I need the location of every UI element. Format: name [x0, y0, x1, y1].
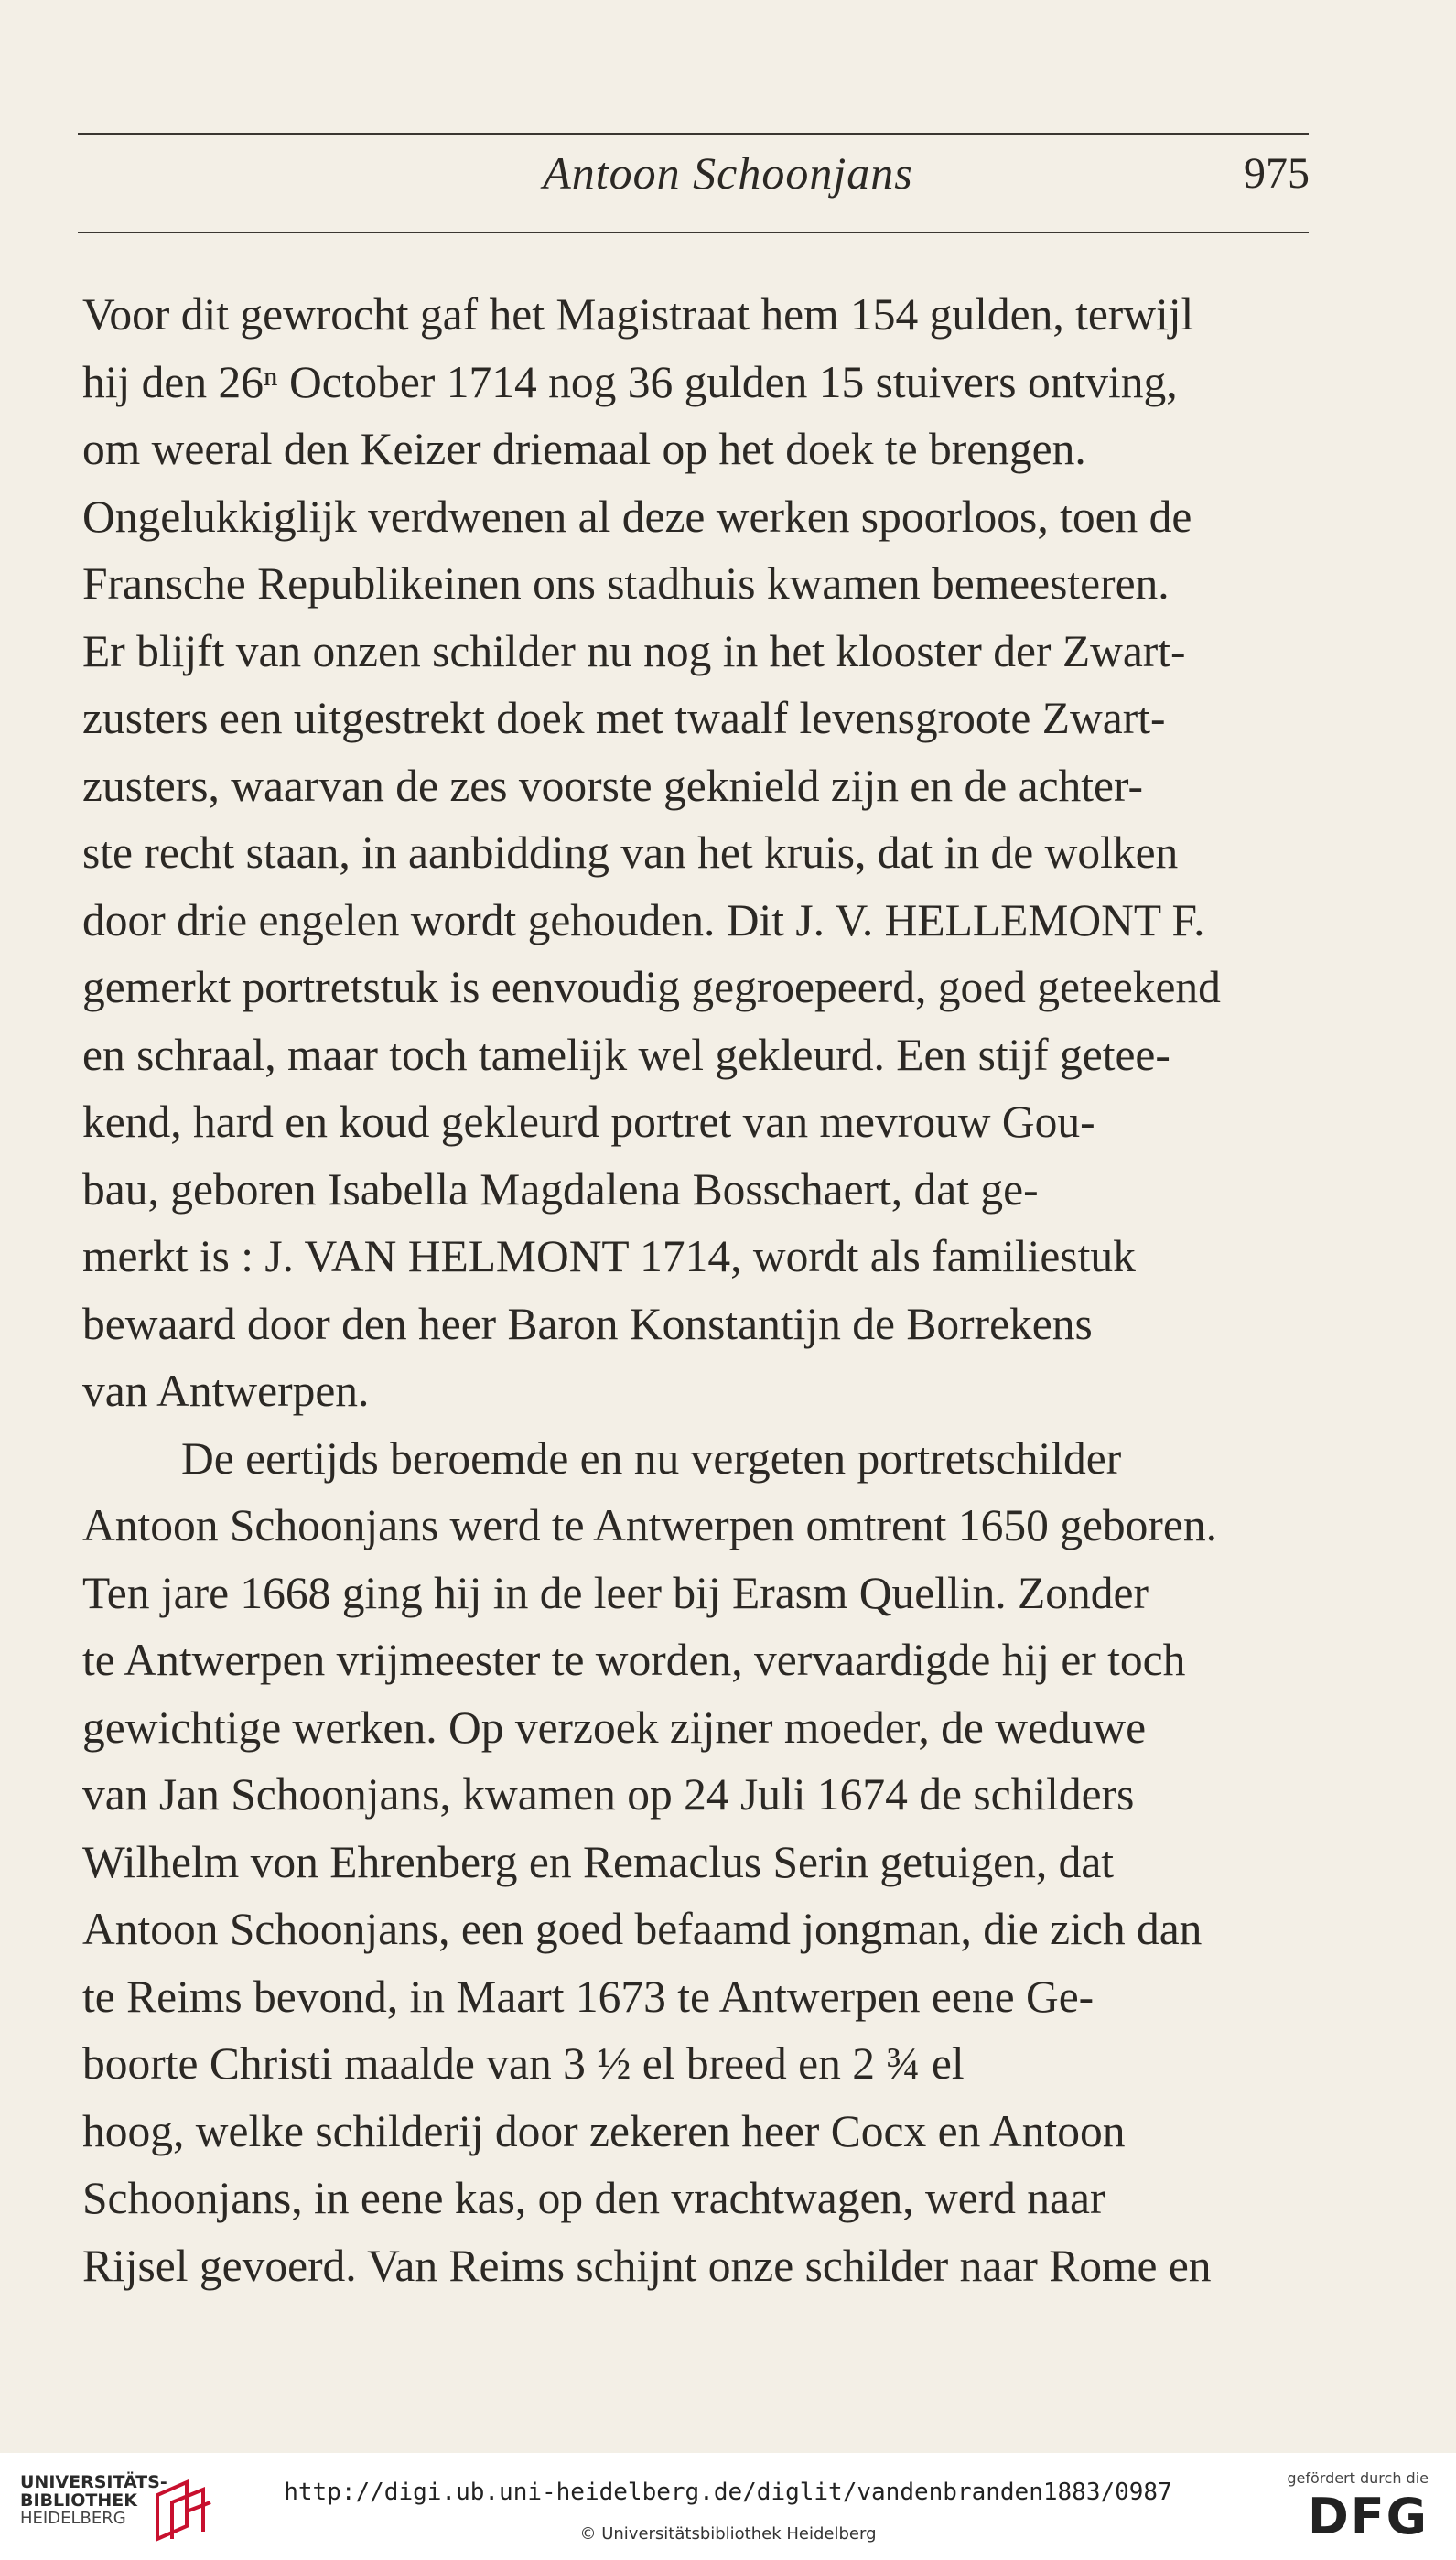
- text-line: van Jan Schoonjans, kwamen op 24 Juli 1674 de schilders: [82, 1769, 1135, 1820]
- text-line: Fransche Republikeinen ons stadhuis kwamen bemeesteren.: [82, 558, 1170, 609]
- text-line: en schraal, maar toch tamelijk wel gekleurd. Een stijf getee-: [82, 1029, 1170, 1080]
- text-line: bewaard door den heer Baron Konstantijn de Borrekens: [82, 1298, 1093, 1349]
- text-line: te Antwerpen vrijmeester te worden, vervaardigde hij er toch: [82, 1635, 1186, 1685]
- text-line: Ongelukkiglijk verdwenen al deze werken spoorloos, toen de: [82, 491, 1192, 542]
- dfg-logo[interactable]: DFG: [1307, 2488, 1429, 2545]
- library-name-line: HEIDELBERG: [20, 2509, 126, 2528]
- text-line: Wilhelm von Ehrenberg en Remaclus Serin getuigen, dat: [82, 1836, 1115, 1887]
- text-line: te Reims bevond, in Maart 1673 te Antwerpen eene Ge-: [82, 1971, 1095, 2022]
- library-name-line: BIBLIOTHEK: [20, 2490, 137, 2511]
- text-line: bau, geboren Isabella Magdalena Bosschaert, dat ge-: [82, 1163, 1039, 1215]
- text-line: om weeral den Keizer driemaal op het doek te brengen.: [82, 424, 1086, 474]
- text-line: ste recht staan, in aanbidding van het kruis, dat in de wolken: [82, 827, 1179, 878]
- text-line: Ten jare 1668 ging hij in de leer bij Erasm Quellin. Zonder: [82, 1567, 1149, 1618]
- text-line: boorte Christi maalde van 3 ½ el breed en 2 ¾ el: [82, 2038, 965, 2089]
- text-line: Antoon Schoonjans, een goed befaamd jongman, die zich dan: [82, 1904, 1203, 1954]
- paragraph-start-line: De eertijds beroemde en nu vergeten portretschilder: [181, 1432, 1122, 1484]
- text-line: gewichtige werken. Op verzoek zijner moeder, de weduwe: [82, 1701, 1147, 1753]
- text-line: Antoon Schoonjans werd te Antwerpen omtrent 1650 geboren.: [82, 1500, 1217, 1550]
- text-line: Voor dit gewrocht gaf het Magistraat hem 154 gulden, terwijl: [82, 289, 1194, 340]
- text-line: zusters, waarvan de zes voorste geknield zijn en de achter-: [82, 760, 1143, 811]
- text-line: merkt is : J. VAN HELMONT 1714, wordt als familiestuk: [82, 1231, 1136, 1281]
- text-line: zusters een uitgestrekt doek met twaalf levensgroote Zwart-: [82, 693, 1166, 743]
- text-line: door drie engelen wordt gehouden. Dit J. V. HELLEMONT F.: [82, 894, 1205, 945]
- header-rule-bottom: [78, 232, 1309, 233]
- footer-bar: [0, 2453, 1456, 2560]
- text-line: Rijsel gevoerd. Van Reims schijnt onze schilder naar Rome en: [82, 2240, 1212, 2291]
- text-line: Schoonjans, in eene kas, op den vrachtwagen, werd naar: [82, 2173, 1105, 2223]
- library-name-line: UNIVERSITÄTS-: [20, 2472, 167, 2492]
- page-number: 975: [1244, 149, 1310, 198]
- text-line: kend, hard en koud gekleurd portret van mevrouw Gou-: [82, 1096, 1095, 1147]
- permalink-url[interactable]: http://digi.ub.uni-heidelberg.de/diglit/vandenbranden1883/0987: [284, 2479, 1172, 2506]
- text-line: Er blijft van onzen schilder nu nog in het klooster der Zwart-: [82, 625, 1186, 676]
- copyright-notice: © Universitätsbibliothek Heidelberg: [579, 2524, 877, 2544]
- text-line: gemerkt portretstuk is eenvoudig gegroepeerd, goed geteekend: [82, 962, 1221, 1012]
- funder-caption: gefördert durch die: [1287, 2469, 1429, 2487]
- text-line: hij den 26ⁿ October 1714 nog 36 gulden 15 stuivers ontving,: [82, 356, 1178, 407]
- text-line: van Antwerpen.: [82, 1366, 370, 1416]
- header-rule-top: [78, 133, 1309, 135]
- body-text: [82, 281, 1318, 2299]
- text-line: hoog, welke schilderij door zekeren heer Cocx en Antoon: [82, 2105, 1126, 2156]
- running-title: Antoon Schoonjans: [543, 147, 913, 199]
